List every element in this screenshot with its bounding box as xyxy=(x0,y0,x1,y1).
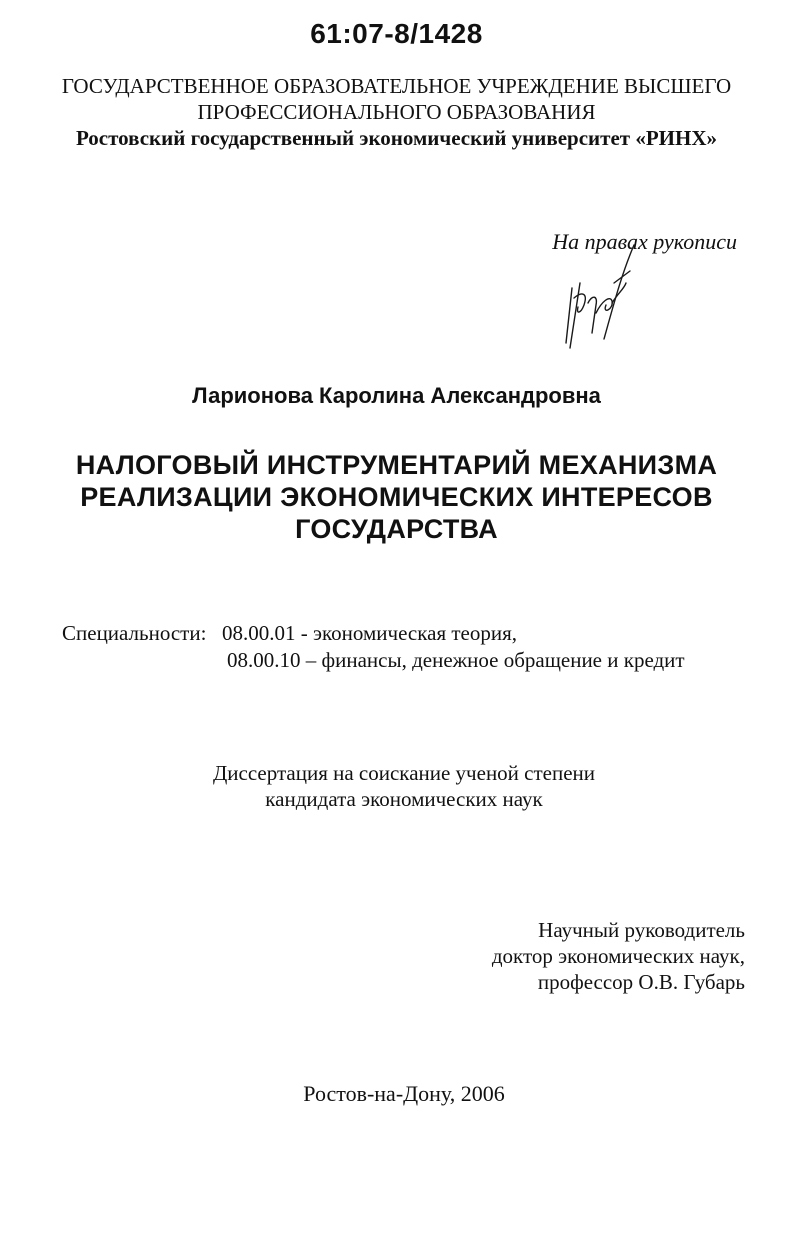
city-and-year: Ростов-на-Дону, 2006 xyxy=(303,1081,505,1106)
dissertation-title-line-3: ГОСУДАРСТВА xyxy=(295,514,498,544)
supervisor-role: Научный руководитель xyxy=(538,918,745,942)
institution-line-2: ПРОФЕССИОНАЛЬНОГО ОБРАЗОВАНИЯ xyxy=(197,100,596,124)
document-code: 61:07-8/1428 xyxy=(310,18,483,49)
handwritten-signature xyxy=(552,243,642,353)
supervisor-degree: доктор экономических наук, xyxy=(491,944,745,968)
degree-statement-line-1: Диссертация на соискание ученой степени xyxy=(212,761,596,785)
dissertation-title-line-1: НАЛОГОВЫЙ ИНСТРУМЕНТАРИЙ МЕХАНИЗМА xyxy=(75,450,718,480)
institution-line-1: ГОСУДАРСТВЕННОЕ ОБРАЗОВАТЕЛЬНОЕ УЧРЕЖДЕНИЕ ВЫСШЕГО xyxy=(61,74,732,98)
manuscript-rights-note: На правах рукописи xyxy=(552,229,737,254)
specialty-item-1: 08.00.01 - экономическая теория, xyxy=(222,621,517,645)
author-name: Ларионова Каролина Александровна xyxy=(192,383,601,408)
specialty-item-2: 08.00.10 – финансы, денежное обращение и кредит xyxy=(227,648,685,672)
dissertation-title-line-2: РЕАЛИЗАЦИИ ЭКОНОМИЧЕСКИХ ИНТЕРЕСОВ xyxy=(80,482,713,512)
degree-statement-line-2: кандидата экономических наук xyxy=(265,787,543,811)
specialties-label: Специальности: xyxy=(62,621,207,645)
supervisor-name: профессор О.В. Губарь xyxy=(537,970,745,994)
university-name: Ростовский государственный экономический университет «РИНХ» xyxy=(75,126,717,150)
